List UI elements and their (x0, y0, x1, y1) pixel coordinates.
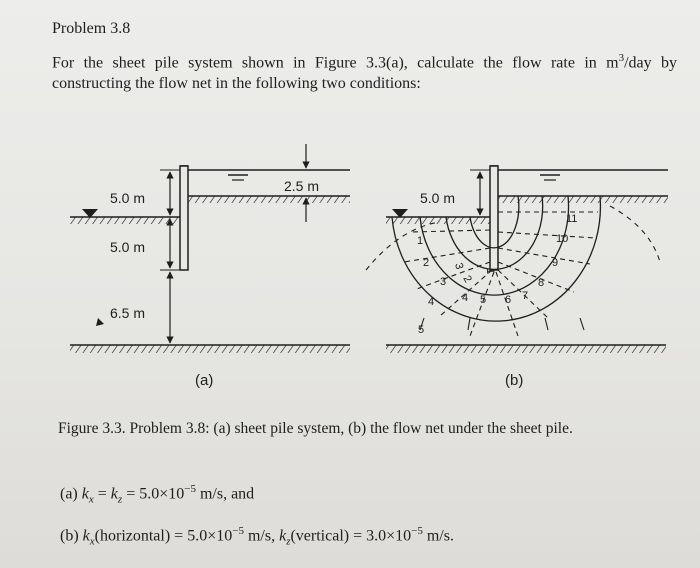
condition-a-k1: k (81, 485, 89, 503)
eq-number-10: 10 (556, 233, 569, 245)
figure-caption: Figure 3.3. Problem 3.8: (a) sheet pile system, (b) the flow net under the sheet pile. (58, 420, 573, 437)
problem-title: Problem 3.8 (52, 20, 131, 37)
condition-a (60, 474, 454, 516)
flow-number-5: 5 (418, 324, 425, 336)
eq-number-11: 11 (566, 213, 578, 225)
condition-b-k1-sub: x (89, 535, 95, 548)
panel-b (366, 166, 668, 353)
eq-number-1: 1 (417, 235, 424, 247)
flow-number-4: 4 (428, 296, 435, 308)
panel-a-dim-water-right: 2.5 m (284, 178, 320, 194)
panel-b-label: (b) (505, 372, 524, 389)
panel-a-dim-below-pile: 6.5 m (110, 305, 146, 321)
condition-b-exp1: −5 (232, 524, 244, 537)
condition-a-exp: −5 (184, 483, 196, 495)
condition-a-prefix: (a) (60, 485, 82, 503)
eq-number-4: 4 (462, 292, 469, 304)
condition-b-text1: (horizontal) = 5.0×10 (94, 526, 233, 544)
condition-b-exp2: −5 (411, 524, 423, 537)
condition-b (60, 516, 454, 558)
condition-a-k1-sub: x (88, 493, 94, 506)
condition-b-text3: (vertical) = 3.0×10 (290, 526, 412, 544)
eq-number-7: 7 (522, 290, 529, 302)
condition-a-k2: k (110, 485, 118, 503)
eq-number-8: 8 (538, 277, 545, 289)
panel-b-dim-top: 5.0 m (420, 190, 456, 206)
unit-exponent: 3 (618, 52, 625, 64)
condition-b-k1: k (82, 526, 90, 544)
panel-a-dim-top: 5.0 m (110, 190, 146, 206)
condition-a-unit: m/s, and (195, 485, 255, 503)
flow-number-3: 3 (452, 261, 466, 271)
eq-number-6: 6 (505, 294, 512, 306)
eq-number-3: 3 (440, 276, 447, 288)
condition-a-k2-sub: z (117, 493, 123, 506)
eq-number-9: 9 (552, 257, 559, 269)
condition-a-eq2: = 5.0×10 (122, 485, 185, 503)
eq-number-2: 2 (423, 257, 430, 269)
conditions-list (60, 474, 454, 557)
condition-b-k2-sub: z (286, 535, 291, 548)
statement-part-1: For the sheet pile system shown in Figure 3.3(a), calculate the flow rate in m (52, 54, 619, 72)
condition-b-text4: m/s. (422, 526, 454, 544)
condition-b-text2: m/s, (243, 526, 280, 544)
panel-a-label: (a) (195, 372, 214, 389)
statement-part-2: /day by constructing the flow net in the following two conditions: (52, 54, 677, 93)
condition-b-k2: k (279, 526, 287, 544)
condition-a-eq1: = (93, 485, 111, 503)
panel-a-dim-embedment: 5.0 m (110, 239, 146, 255)
eq-number-5: 5 (480, 294, 487, 306)
flow-number-1: 1 (484, 268, 496, 275)
condition-b-prefix: (b) (60, 526, 83, 544)
flow-number-2: 2 (460, 273, 474, 285)
